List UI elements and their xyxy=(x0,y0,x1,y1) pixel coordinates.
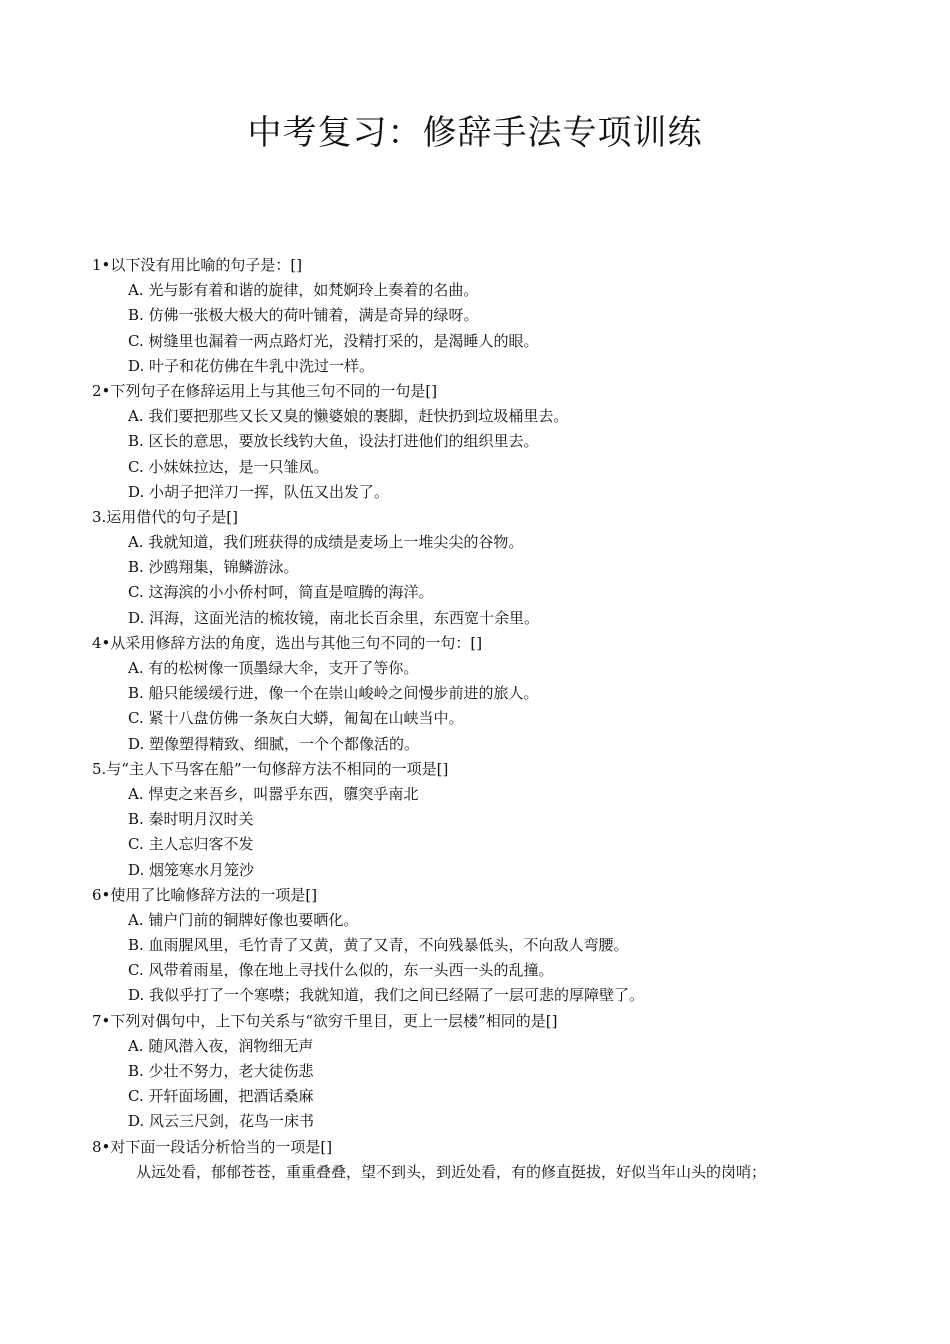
question-stem-3: 3.运用借代的句子是[] xyxy=(92,507,239,526)
option-4-a: A. 有的松树像一顶墨绿大伞，支开了等你。 xyxy=(128,659,419,677)
option-7-c: C. 开轩面场圃，把酒话桑麻 xyxy=(128,1087,314,1106)
option-1-b: B. 仿佛一张极大极大的荷叶铺着，满是奇异的绿呀。 xyxy=(128,306,479,325)
option-5-d: D. 烟笼寒水月笼沙 xyxy=(128,860,255,879)
option-5-c: C. 主人忘归客不发 xyxy=(128,835,254,854)
option-5-b: B. 秦时明月汉时关 xyxy=(128,810,254,829)
question-stem-7: 7•下列对偶句中，上下句关系与“欲穷千里目，更上一层楼”相同的是[] xyxy=(92,1011,558,1030)
question-stem-8: 8•对下面一段话分析恰当的一项是[] xyxy=(92,1137,333,1156)
option-7-b: B. 少壮不努力，老大徒伤悲 xyxy=(128,1062,314,1080)
option-4-c: C. 紧十八盘仿佛一条灰白大蟒，匍匐在山峡当中。 xyxy=(128,709,464,728)
option-3-b: B. 沙鸥翔集，锦鳞游泳。 xyxy=(128,558,299,577)
option-6-b: B. 血雨腥风里，毛竹青了又黄，黄了又青，不向残暴低头，不向敌人弯腰。 xyxy=(128,936,629,955)
option-4-d: D. 塑像塑得精致、细腻，一个个都像活的。 xyxy=(128,734,420,753)
option-4-b: B. 船只能缓缓行进，像一个在崇山峻岭之间慢步前进的旅人。 xyxy=(128,684,539,703)
question-stem-1: 1•以下没有用比喻的句子是：[] xyxy=(92,256,303,274)
question-stem-6: 6•使用了比喻修辞方法的一项是[] xyxy=(92,885,318,904)
option-2-c: C. 小妹妹拉达，是一只雏凤。 xyxy=(128,457,329,476)
question-stem-4: 4•从采用修辞方法的角度，选出与其他三句不同的一句：[] xyxy=(92,633,483,652)
option-2-a: A. 我们要把那些又长又臭的懒婆娘的裹脚，赶快扔到垃圾桶里去。 xyxy=(128,407,569,426)
option-7-d: D. 风云三尺剑，花鸟一床书 xyxy=(128,1112,315,1131)
option-1-c: C. 树缝里也漏着一两点路灯光，没精打采的，是渴睡人的眼。 xyxy=(128,331,539,350)
option-3-a: A. 我就知道，我们班获得的成绩是麦场上一堆尖尖的谷物。 xyxy=(128,533,524,552)
option-6-d: D. 我似乎打了一个寒噤；我就知道，我们之间已经隔了一层可悲的厚障壁了。 xyxy=(128,986,645,1005)
option-3-c: C. 这海滨的小小侨村呵，简直是喧腾的海洋。 xyxy=(128,583,434,602)
option-6-c: C. 风带着雨星，像在地上寻找什么似的，东一头西一头的乱撞。 xyxy=(128,961,554,980)
option-1-d: D. 叶子和花仿佛在牛乳中洗过一样。 xyxy=(128,356,375,375)
page-title: 中考复习：修辞手法专项训练 xyxy=(247,113,703,153)
option-2-b: B. 区长的意思，要放长线钓大鱼，设法打进他们的组织里去。 xyxy=(128,432,539,451)
question-stem-5: 5.与“主人下马客在船”一句修辞方法不相同的一项是[] xyxy=(92,759,449,778)
question-stem-2: 2•下列句子在修辞运用上与其他三句不同的一句是[] xyxy=(92,381,438,400)
option-7-a: A. 随风潜入夜，润物细无声 xyxy=(128,1036,314,1055)
option-6-a: A. 铺户门前的铜牌好像也要晒化。 xyxy=(128,910,359,929)
passage-8: 从远处看，郁郁苍苍，重重叠叠，望不到头，到近处看，有的修直挺拔，好似当年山头的岗哨； xyxy=(136,1162,767,1181)
option-1-a: A. 光与影有着和谐的旋律，如梵婀玲上奏着的名曲。 xyxy=(128,281,479,300)
option-3-d: D. 洱海，这面光洁的梳妆镜，南北长百余里，东西宽十余里。 xyxy=(128,608,540,627)
question-list xyxy=(92,253,892,1185)
option-5-a: A. 悍吏之来吾乡，叫嚣乎东西，隳突乎南北 xyxy=(128,784,419,803)
option-2-d: D. 小胡子把洋刀一挥，队伍又出发了。 xyxy=(128,482,390,501)
